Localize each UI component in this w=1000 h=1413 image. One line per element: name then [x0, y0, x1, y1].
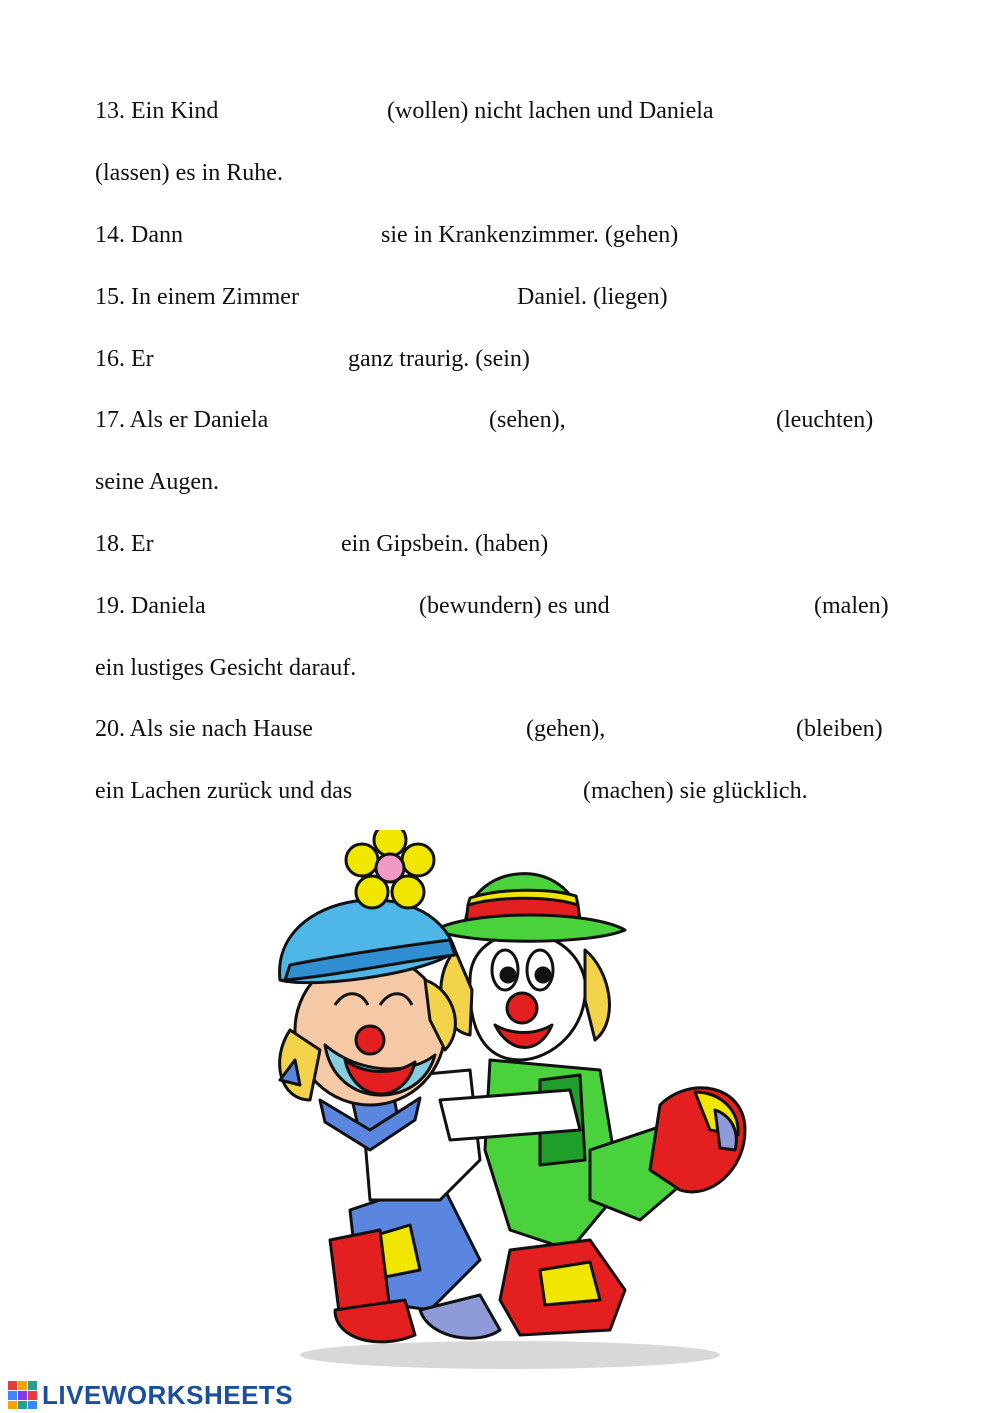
answer-blank[interactable]: [390, 775, 576, 805]
answer-blank[interactable]: [168, 343, 340, 373]
line-text: 19. Daniela: [95, 593, 206, 619]
answer-blank[interactable]: [640, 590, 806, 620]
line-text: ein Lachen zurück und das: [95, 778, 353, 804]
exercise-line-15: [0, 277, 1000, 317]
answer-blank[interactable]: [622, 713, 788, 743]
exercise-line-14: [0, 215, 1000, 255]
logo-blocks-icon: [8, 1381, 38, 1409]
exercise-line-13-cont: [0, 153, 1000, 193]
exercise-line-19: [0, 586, 1000, 626]
line-text: 17. Als er Daniela: [95, 407, 269, 433]
answer-blank[interactable]: [330, 281, 510, 311]
line-text: ein lustiges Gesicht darauf.: [95, 655, 357, 681]
line-text: sie in Krankenzimmer. (gehen): [381, 222, 679, 248]
answer-blank[interactable]: [296, 404, 482, 434]
exercise-line-20-cont: [0, 771, 1000, 811]
line-text: 13. Ein Kind: [95, 98, 219, 124]
answer-blank[interactable]: [200, 219, 372, 249]
line-text: (machen) sie glücklich.: [583, 778, 808, 804]
answer-blank[interactable]: [760, 95, 900, 125]
line-text: seine Augen.: [95, 469, 219, 495]
answer-blank[interactable]: [168, 528, 334, 558]
answer-blank[interactable]: [584, 404, 768, 434]
flower: [346, 830, 434, 908]
exercise-line-17-cont: [0, 462, 1000, 502]
line-text: ein Gipsbein. (haben): [341, 531, 549, 557]
liveworksheets-logo: [8, 1380, 293, 1410]
line-text: (bewundern) es und: [419, 593, 610, 619]
line-text: Daniel. (liegen): [517, 284, 668, 310]
line-text: 20. Als sie nach Hause: [95, 716, 313, 742]
line-text: ganz traurig. (sein): [348, 346, 530, 372]
line-text: 14. Dann: [95, 222, 183, 248]
line-text: (malen): [814, 593, 889, 619]
line-text: (gehen),: [526, 716, 606, 742]
answer-blank[interactable]: [226, 590, 412, 620]
exercise-line-18: [0, 524, 1000, 564]
answer-blank[interactable]: [346, 713, 518, 743]
line-text: (leuchten): [776, 407, 874, 433]
ground-shadow: [300, 1341, 720, 1369]
line-text: 16. Er: [95, 346, 154, 372]
line-text: (wollen) nicht lachen und Daniela: [387, 98, 714, 124]
exercise-line-17: [0, 400, 1000, 440]
exercise-line-16: [0, 339, 1000, 379]
line-text: 18. Er: [95, 531, 154, 557]
exercise-line-20: [0, 709, 1000, 749]
line-text: (sehen),: [489, 407, 566, 433]
line-text: (lassen) es in Ruhe.: [95, 160, 283, 186]
exercise-line-19-cont: [0, 648, 1000, 688]
line-text: 15. In einem Zimmer: [95, 284, 299, 310]
logo-text: LIVEWORKSHEETS: [42, 1379, 294, 1410]
answer-blank[interactable]: [240, 95, 378, 125]
line-text: (bleiben): [796, 716, 883, 742]
clowns-illustration: [240, 830, 780, 1370]
exercise-line-13: [0, 91, 1000, 131]
